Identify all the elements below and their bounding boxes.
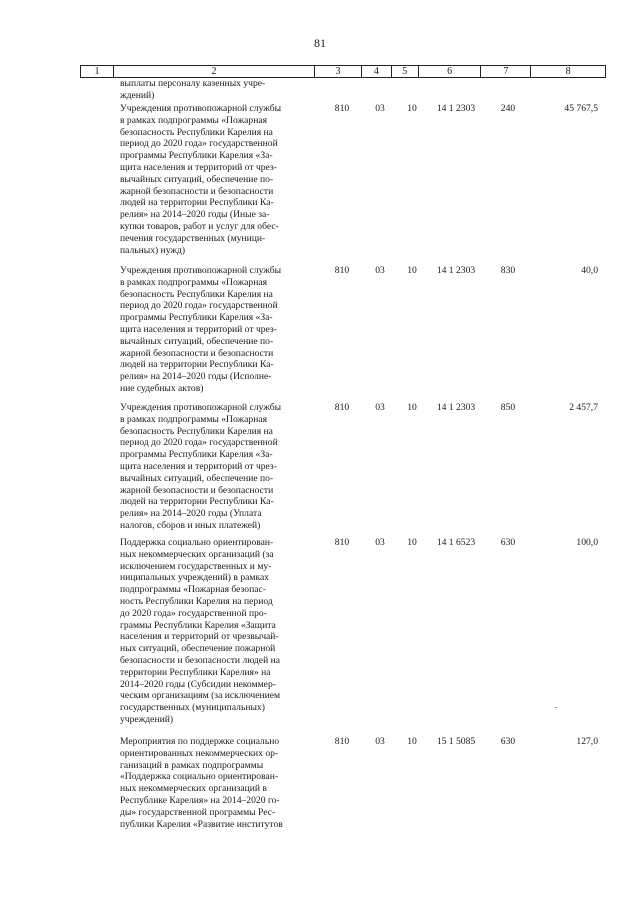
text-line: щита населения и территорий от чрез- xyxy=(120,323,277,335)
text-line: вычайных ситуаций, обеспечение по- xyxy=(120,472,274,484)
text-line: печения государственных (муници- xyxy=(120,232,266,244)
cell-section: 03 xyxy=(375,265,385,276)
row-description xyxy=(120,736,306,830)
text-line: безопасности и безопасности людей на xyxy=(120,654,280,666)
text-line: релия» на 2014–2020 годы (Иные за- xyxy=(120,209,270,221)
cell-subsection: 10 xyxy=(407,402,417,413)
text-line: щита населения и территорий от чрез- xyxy=(120,161,277,173)
text-line: безопасность Республики Карелия на xyxy=(120,288,273,300)
text-line: ных некоммерческих организаций (за xyxy=(120,548,274,560)
cell-subsection: 10 xyxy=(407,265,417,276)
cell-section: 03 xyxy=(375,736,385,747)
text-line: купки товаров, работ и услуг для обес- xyxy=(120,220,279,232)
cell-ministry-code: 810 xyxy=(334,265,350,276)
page-number: 81 xyxy=(314,36,326,50)
text-line: Учреждения противопожарной службы xyxy=(120,103,282,114)
text-line: вычайных ситуаций, обеспечение по- xyxy=(120,335,274,347)
row-description xyxy=(120,265,306,395)
text-line: в рамках подпрограммы «Пожарная xyxy=(120,276,268,288)
text-line: ориентированных некоммерческих ор- xyxy=(120,747,279,759)
text-line: подпрограммы «Пожарная безопас- xyxy=(120,584,266,596)
cell-ministry-code: 810 xyxy=(334,736,350,747)
text-line: безопасность Республики Карелия на xyxy=(120,126,273,138)
table-header xyxy=(80,65,606,78)
cell-amount: 127,0 xyxy=(576,736,598,747)
column-header-2: 2 xyxy=(114,66,315,77)
cell-expense-type: 630 xyxy=(500,736,516,747)
text-line: жарной безопасности и безопасности xyxy=(120,347,274,359)
column-header-3: 3 xyxy=(315,66,362,77)
text-line: ганизаций в рамках подпрограммы xyxy=(120,759,264,771)
text-line: людей на территории Республики Ка- xyxy=(120,496,274,508)
text-line: ных некоммерческих организаций в xyxy=(120,783,267,795)
cell-section: 03 xyxy=(375,537,385,548)
cell-target-article: 14 1 2303 xyxy=(436,402,476,413)
text-line: вычайных ситуаций, обеспечение по- xyxy=(120,173,274,185)
cell-subsection: 10 xyxy=(407,537,417,548)
cell-ministry-code: 810 xyxy=(334,103,350,114)
text-line: ных ситуаций, обеспечение пожарной xyxy=(120,643,276,655)
text-line: Поддержка социально ориентирован- xyxy=(120,537,274,548)
text-line: программы Республики Карелия «За- xyxy=(120,150,273,162)
cell-amount: 40,0 xyxy=(581,265,598,276)
text-line: Учреждения противопожарной службы xyxy=(120,402,282,413)
cell-ministry-code: 810 xyxy=(334,402,350,413)
cell-section: 03 xyxy=(375,103,385,114)
cell-expense-type: 240 xyxy=(500,103,516,114)
text-line: релия» на 2014–2020 годы (Исполне- xyxy=(120,371,272,383)
cell-amount: 100,0 xyxy=(576,537,598,548)
text-line: ды» государственной программы Рес- xyxy=(120,806,276,818)
text-line: программы Республики Карелия «За- xyxy=(120,449,273,461)
text-line: Учреждения противопожарной службы xyxy=(120,265,282,276)
text-line: граммы Республики Карелия «Защита xyxy=(120,619,276,631)
text-line: налогов, сборов и иных платежей) xyxy=(120,519,261,531)
text-line: жарной безопасности и безопасности xyxy=(120,484,274,496)
cell-ministry-code: 810 xyxy=(334,537,350,548)
text-line: людей на территории Республики Ка- xyxy=(120,359,274,371)
text-line: период до 2020 года» государственной xyxy=(120,437,278,449)
text-line: «Поддержка социально ориентирован- xyxy=(120,771,279,783)
text-line: выплаты персоналу казенных учре- xyxy=(120,78,266,89)
text-line: территории Республики Карелия» на xyxy=(120,666,271,678)
text-line: людей на территории Республики Ка- xyxy=(120,197,274,209)
text-line: населения и территорий от чрезвычай- xyxy=(120,631,279,643)
cell-subsection: 10 xyxy=(407,736,417,747)
text-line: пальных) нужд) xyxy=(120,244,186,256)
cell-target-article: 14 1 2303 xyxy=(436,103,476,114)
text-line: государственных (муниципальных) xyxy=(120,702,265,714)
text-line: Мероприятия по поддержке социально xyxy=(120,736,280,747)
text-line: период до 2020 года» государственной xyxy=(120,300,278,312)
text-line: щита населения и территорий от чрез- xyxy=(120,460,277,472)
cell-expense-type: 830 xyxy=(500,265,516,276)
continuation-text xyxy=(120,78,306,102)
text-line: релия» на 2014–2020 годы (Уплата xyxy=(120,508,262,520)
cell-amount: 2 457,7 xyxy=(569,402,598,413)
scan-speck xyxy=(555,707,557,708)
row-description xyxy=(120,402,306,532)
text-line: жарной безопасности и безопасности xyxy=(120,185,274,197)
cell-subsection: 10 xyxy=(407,103,417,114)
text-line: безопасность Республики Карелия на xyxy=(120,425,273,437)
text-line: период до 2020 года» государственной xyxy=(120,138,278,150)
cell-amount: 45 767,5 xyxy=(564,103,598,114)
text-line: ниципальных учреждений) в рамках xyxy=(120,572,270,584)
text-line: ждений) xyxy=(120,89,155,101)
column-header-4: 4 xyxy=(362,66,392,77)
text-line: 2014–2020 годы (Субсидии некоммер- xyxy=(120,678,276,690)
cell-expense-type: 850 xyxy=(500,402,516,413)
text-line: публики Карелия «Развитие институтов xyxy=(120,818,283,830)
text-line: Республике Карелия» на 2014–2020 го- xyxy=(120,794,280,806)
cell-target-article: 14 1 2303 xyxy=(436,265,476,276)
text-line: исключением государственных и му- xyxy=(120,560,272,572)
cell-section: 03 xyxy=(375,402,385,413)
cell-target-article: 14 1 6523 xyxy=(436,537,476,548)
column-header-1: 1 xyxy=(81,66,114,77)
column-header-5: 5 xyxy=(392,66,419,77)
text-line: в рамках подпрограммы «Пожарная xyxy=(120,114,268,126)
text-line: учреждений) xyxy=(120,713,174,725)
row-description xyxy=(120,103,306,256)
text-line: ние судебных актов) xyxy=(120,382,204,394)
column-header-6: 6 xyxy=(419,66,482,77)
column-header-8: 8 xyxy=(565,66,571,77)
text-line: ческим организациям (за исключением xyxy=(120,690,281,702)
row-description xyxy=(120,537,306,726)
text-line: ность Республики Карелия на период xyxy=(120,595,273,607)
text-line: программы Республики Карелия «За- xyxy=(120,312,273,324)
text-line: в рамках подпрограммы «Пожарная xyxy=(120,413,268,425)
cell-expense-type: 630 xyxy=(500,537,516,548)
cell-target-article: 15 1 5085 xyxy=(436,736,476,747)
column-header-7: 7 xyxy=(481,66,531,77)
text-line: до 2020 года» государственной про- xyxy=(120,607,267,619)
